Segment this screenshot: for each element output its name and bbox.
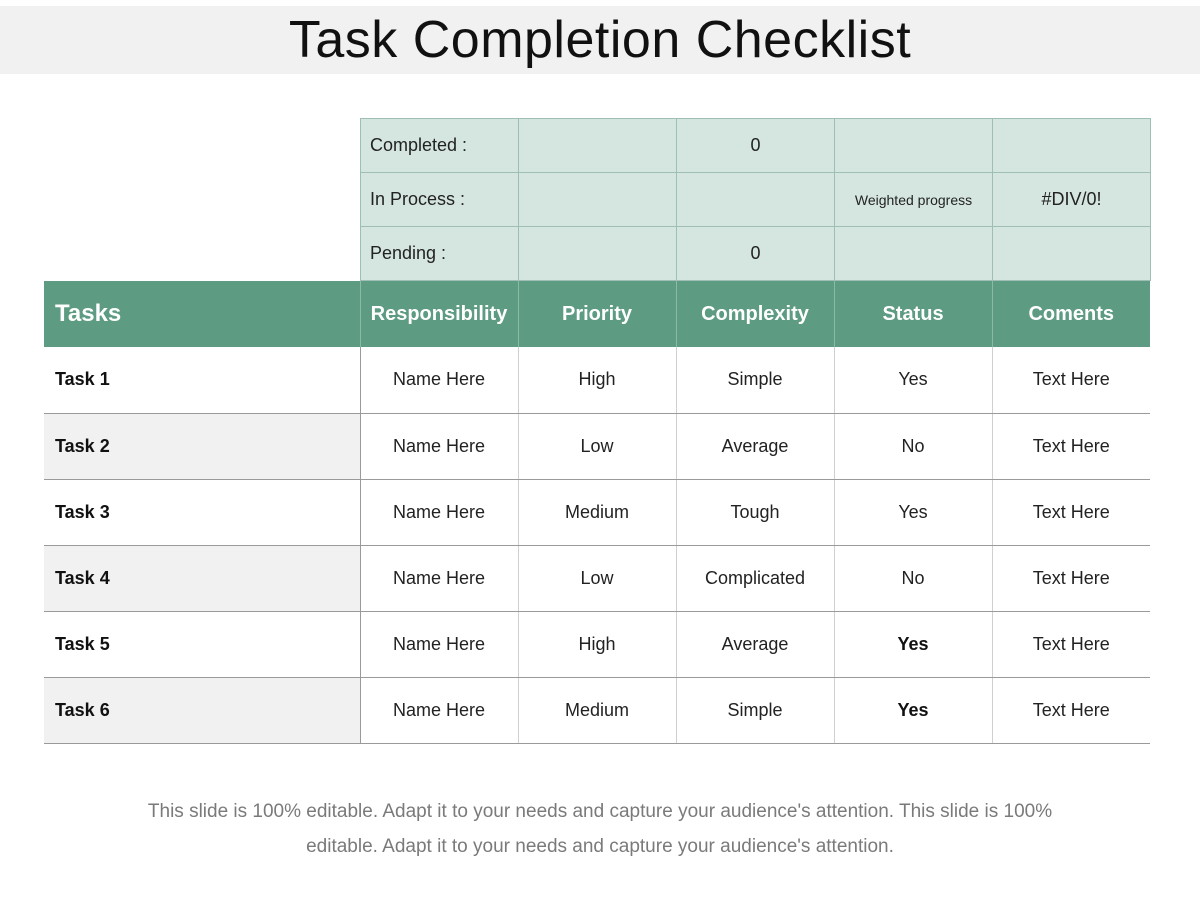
completed-label: Completed :: [361, 119, 519, 173]
header-responsibility: Responsibility: [360, 281, 518, 347]
header-complexity: Complexity: [676, 281, 834, 347]
comments-cell: Text Here: [992, 479, 1150, 545]
summary-cell: [519, 227, 677, 281]
table-row: [44, 479, 1150, 545]
footer-line: This slide is 100% editable. Adapt it to your needs and capture your audience's attention. This slide is 100%: [147, 801, 1053, 822]
comments-cell: Text Here: [992, 347, 1150, 413]
complexity-cell: Average: [676, 413, 834, 479]
summary-row-pending: [361, 227, 1151, 281]
table-row: [44, 413, 1150, 479]
task-name: Task 2: [44, 413, 360, 479]
completed-value: 0: [677, 119, 835, 173]
summary-cell: [519, 119, 677, 173]
complexity-cell: Simple: [676, 677, 834, 743]
status-cell: Yes: [834, 677, 992, 743]
summary-table: [360, 118, 1151, 281]
table-header-row: [44, 281, 1150, 347]
priority-cell: High: [518, 611, 676, 677]
task-name: Task 4: [44, 545, 360, 611]
table-row: [44, 611, 1150, 677]
title-band: [0, 6, 1200, 74]
priority-cell: High: [518, 347, 676, 413]
task-name: Task 1: [44, 347, 360, 413]
header-tasks: Tasks: [44, 281, 360, 347]
summary-cell: [519, 173, 677, 227]
status-cell: Yes: [834, 347, 992, 413]
complexity-cell: Tough: [676, 479, 834, 545]
summary-row-completed: [361, 119, 1151, 173]
status-cell: No: [834, 413, 992, 479]
comments-cell: Text Here: [992, 611, 1150, 677]
table-row: [44, 677, 1150, 743]
weighted-progress-value: #DIV/0!: [993, 173, 1151, 227]
summary-row-in-process: [361, 173, 1151, 227]
summary-cell: [993, 119, 1151, 173]
priority-cell: Low: [518, 413, 676, 479]
complexity-cell: Simple: [676, 347, 834, 413]
in-process-label: In Process :: [361, 173, 519, 227]
pending-label: Pending :: [361, 227, 519, 281]
task-name: Task 5: [44, 611, 360, 677]
responsibility-cell: Name Here: [360, 611, 518, 677]
responsibility-cell: Name Here: [360, 413, 518, 479]
table-row: [44, 347, 1150, 413]
weighted-progress-label: Weighted progress: [835, 173, 993, 227]
complexity-cell: Average: [676, 611, 834, 677]
responsibility-cell: Name Here: [360, 545, 518, 611]
summary-cell: [835, 227, 993, 281]
page-title: Task Completion Checklist: [288, 11, 912, 69]
footer-line: editable. Adapt it to your needs and capture your audience's attention.: [306, 836, 894, 857]
pending-value: 0: [677, 227, 835, 281]
footer-note: [80, 794, 1120, 864]
responsibility-cell: Name Here: [360, 479, 518, 545]
task-name: Task 6: [44, 677, 360, 743]
header-comments: Coments: [992, 281, 1150, 347]
complexity-cell: Complicated: [676, 545, 834, 611]
status-cell: No: [834, 545, 992, 611]
task-name: Task 3: [44, 479, 360, 545]
in-process-value: [677, 173, 835, 227]
task-table: [44, 281, 1150, 744]
summary-cell: [993, 227, 1151, 281]
status-cell: Yes: [834, 479, 992, 545]
header-status: Status: [834, 281, 992, 347]
summary-cell: [835, 119, 993, 173]
priority-cell: Medium: [518, 479, 676, 545]
status-cell: Yes: [834, 611, 992, 677]
priority-cell: Medium: [518, 677, 676, 743]
responsibility-cell: Name Here: [360, 677, 518, 743]
table-row: [44, 545, 1150, 611]
header-priority: Priority: [518, 281, 676, 347]
comments-cell: Text Here: [992, 413, 1150, 479]
responsibility-cell: Name Here: [360, 347, 518, 413]
comments-cell: Text Here: [992, 545, 1150, 611]
priority-cell: Low: [518, 545, 676, 611]
comments-cell: Text Here: [992, 677, 1150, 743]
